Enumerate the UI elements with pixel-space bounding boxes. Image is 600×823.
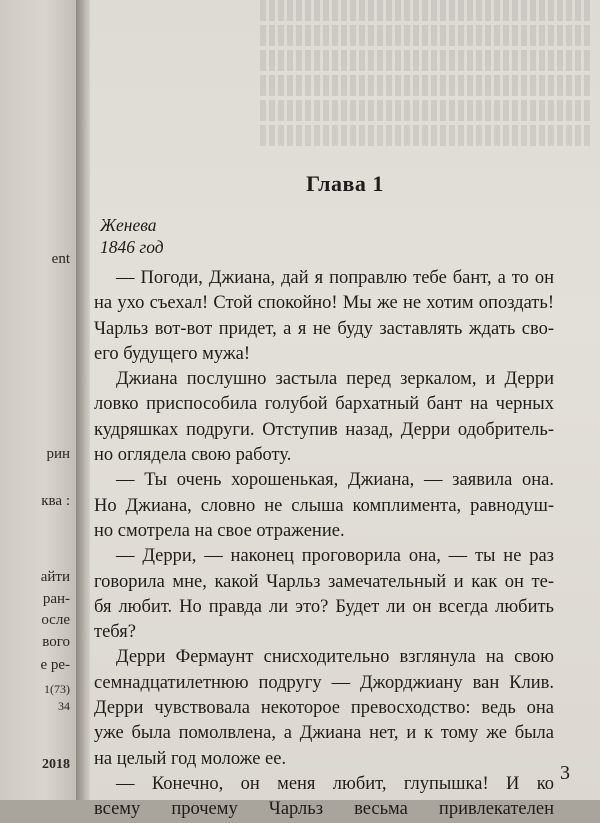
facing-page-fragment: ква : (41, 493, 70, 509)
text-line: Чарльз вот-вот придет, а я не буду заставлять ждать сво- (94, 318, 554, 339)
chapter-title: Глава 1 (306, 171, 384, 196)
chapter-year: 1846 год (100, 237, 164, 257)
facing-page-fragment: осле (41, 612, 70, 628)
text-line: кудряшках подруги. Отступив назад, Дерри одобритель- (94, 419, 554, 440)
text-line: Дерри Фермаунт снисходительно взглянула на свою (116, 647, 554, 668)
chapter-place: Женева (100, 215, 157, 235)
text-line: — Ты очень хорошенькая, Джиана, — заявила она. (116, 470, 554, 491)
text-line: уже была помолвлена, а Джиана нет, и к тому же была (94, 723, 554, 744)
text-line: бя любит. Но правда ли это? Будет ли он всегда любить (94, 596, 554, 617)
facing-page-fragment: 34 (58, 699, 70, 713)
text-line: семнадцатилетнюю подругу — Джорджиану ван Клив. (94, 672, 554, 693)
text-line: говорила мне, какой Чарльз замечательный и как он те- (94, 571, 554, 592)
facing-page-fragment: айти (40, 569, 70, 585)
text-line: ловко приспособила голубой бархатный бант на черных (94, 394, 554, 415)
page-number: 3 (560, 762, 570, 784)
text-line: — Конечно, он меня любит, глупышка! И ко (116, 773, 554, 794)
facing-page-fragment: ран- (42, 591, 70, 607)
facing-page-fragment: вого (42, 634, 70, 650)
facing-page-fragment: ent (51, 251, 70, 267)
facing-page-edge (0, 0, 76, 800)
text-line: но смотрела на свое отражение. (94, 520, 345, 541)
facing-page-fragment: 2018 (42, 757, 70, 772)
show-through-text (260, 0, 590, 170)
text-line: на ухо съехал! Стой спокойно! Мы же не хотим опоздать! (94, 293, 554, 314)
text-line: — Дерри, — наконец проговорила она, — ты не раз (116, 546, 554, 567)
text-line: его будущего мужа! (94, 343, 250, 364)
text-line: Но Джиана, словно не слыша комплимента, равнодуш- (94, 495, 554, 516)
text-line: но оглядела свою работу. (94, 445, 292, 466)
text-line: на целый год моложе ее. (94, 748, 287, 769)
book-gutter (76, 0, 90, 800)
facing-page-fragment: рин (46, 446, 70, 462)
text-line: всему прочему Чарльз весьма привлекателен (94, 799, 554, 820)
book-page (90, 0, 600, 820)
text-line: — Погоди, Джиана, дай я поправлю тебе бант, а то он (116, 268, 554, 288)
text-line: Джиана послушно застыла перед зеркалом, и Дерри (116, 369, 554, 390)
facing-page-fragment: е ре- (40, 657, 70, 673)
text-line: тебя? (94, 622, 136, 643)
body-text (94, 266, 554, 823)
text-line: Дерри чувствовала некоторое превосходство: ведь она (94, 698, 554, 719)
facing-page-fragment: 1(73) (44, 682, 70, 696)
